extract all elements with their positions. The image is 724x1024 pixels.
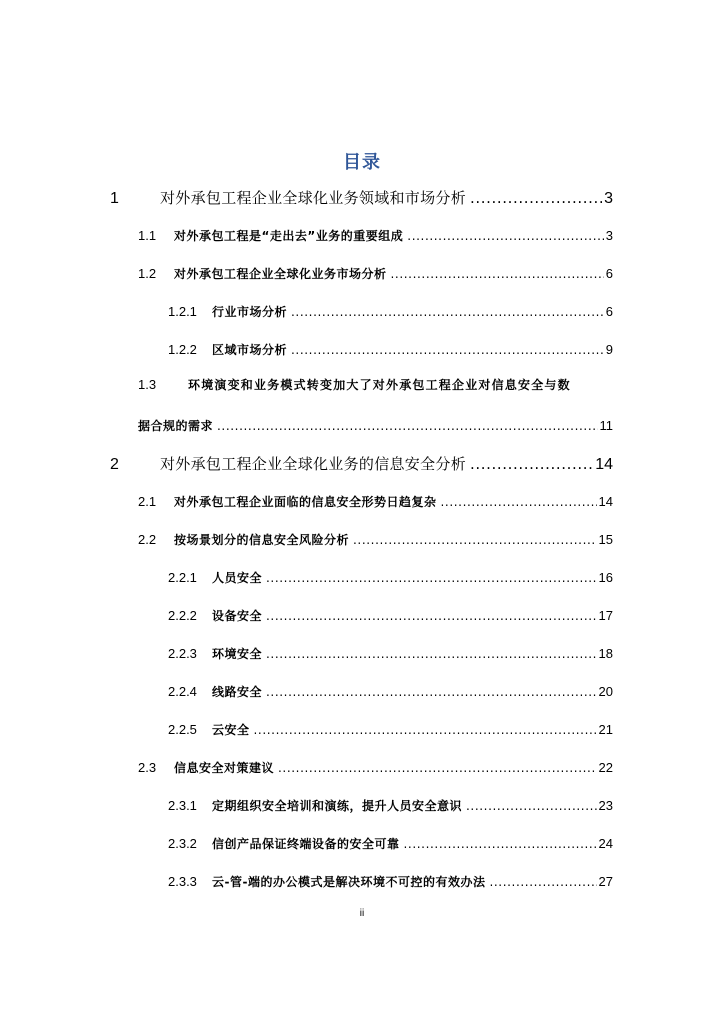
- toc-leader-dots: [489, 872, 596, 892]
- toc-entry-page: 23: [598, 798, 613, 813]
- toc-entry-2-3-3[interactable]: [168, 872, 613, 892]
- toc-entry-number: 2.2.5: [168, 722, 197, 737]
- toc-entry-number: 1: [110, 190, 119, 207]
- toc-entry-page: 20: [598, 684, 613, 699]
- toc-entry-text: 信息安全对策建议: [174, 761, 275, 775]
- toc-leader-dots: [353, 530, 597, 550]
- toc-leader-dots: [404, 834, 597, 854]
- toc-entry-1-2-1[interactable]: [168, 302, 613, 322]
- toc-entry-text: 人员安全: [212, 571, 263, 585]
- toc-leader-dots: [254, 720, 597, 740]
- toc-entry-text: 设备安全: [212, 609, 263, 623]
- toc-entry-number: 2.2.4: [168, 684, 197, 699]
- toc-leader-dots: [470, 454, 593, 474]
- toc-entry-2[interactable]: [110, 454, 613, 475]
- toc-entry-text: 对外承包工程企业面临的信息安全形势日趋复杂: [174, 495, 437, 509]
- toc-entry-page: 14: [598, 494, 613, 509]
- toc-entry-number: 2.2.2: [168, 608, 197, 623]
- toc-entry-number: 2.1: [138, 494, 157, 509]
- toc-entry-page: 22: [598, 760, 613, 775]
- toc-entry-2-2-3[interactable]: [168, 644, 613, 664]
- toc-entry-number: 2: [110, 456, 119, 473]
- toc-leader-dots: [266, 606, 597, 626]
- toc-entry-1-2[interactable]: [138, 264, 613, 284]
- toc-leader-dots: [407, 226, 603, 246]
- toc-entry-text: 对外承包工程企业全球化业务市场分析: [174, 267, 387, 281]
- toc-entry-text: 线路安全: [212, 685, 263, 699]
- toc-entry-1-3-line1[interactable]: [138, 375, 613, 395]
- toc-entry-number: 1.2.1: [168, 304, 197, 319]
- toc-leader-dots: [278, 758, 597, 778]
- page-number: ii: [359, 908, 365, 919]
- toc-entry-2-2-2[interactable]: [168, 606, 613, 626]
- toc-entry-2-2-5[interactable]: [168, 720, 613, 740]
- toc-entry-2-2[interactable]: [138, 530, 613, 550]
- toc-title: 目录: [343, 152, 381, 173]
- toc-entry-number: 2.3.1: [168, 798, 197, 813]
- toc-entry-1[interactable]: [110, 188, 613, 209]
- toc-entry-number: 1.2.2: [168, 342, 197, 357]
- toc-entry-text: 云-管-端的办公模式是解决环境不可控的有效办法: [212, 875, 486, 889]
- toc-entry-2-3-2[interactable]: [168, 834, 613, 854]
- toc-leader-dots: [217, 416, 597, 436]
- toc-leader-dots: [466, 796, 597, 816]
- toc-entry-page: 17: [598, 608, 613, 623]
- toc-entry-page: 18: [598, 646, 613, 661]
- toc-entry-page: 6: [605, 304, 613, 319]
- toc-entry-number: 1.1: [138, 228, 157, 243]
- toc-entry-text: 云安全: [212, 723, 250, 737]
- toc-entry-number: 2.2: [138, 532, 157, 547]
- toc-entry-2-3-1[interactable]: [168, 796, 613, 816]
- toc-entry-1-2-2[interactable]: [168, 340, 613, 360]
- toc-entry-text: 信创产品保证终端设备的安全可靠: [212, 837, 400, 851]
- toc-entry-page: 9: [605, 342, 613, 357]
- toc-entry-page: 21: [598, 722, 613, 737]
- toc-entry-text: 环境演变和业务模式转变加大了对外承包工程企业对信息安全与数: [188, 378, 571, 392]
- toc-entry-page: 11: [599, 418, 613, 433]
- toc-entry-number: 2.3.2: [168, 836, 197, 851]
- toc-entry-page: 3: [604, 190, 613, 207]
- toc-leader-dots: [266, 644, 597, 664]
- toc-entry-number: 2.3.3: [168, 874, 197, 889]
- toc-leader-dots: [441, 492, 597, 512]
- toc-leader-dots: [291, 340, 604, 360]
- toc-entry-2-3[interactable]: [138, 758, 613, 778]
- toc-entry-number: 1.3: [138, 377, 157, 392]
- toc-entry-page: 3: [605, 228, 613, 243]
- toc-entry-1-1[interactable]: [138, 226, 613, 246]
- toc-entry-page: 15: [598, 532, 613, 547]
- toc-entry-number: 1.2: [138, 266, 157, 281]
- toc-entry-text: 按场景划分的信息安全风险分析: [174, 533, 350, 547]
- toc-entry-number: 2.3: [138, 760, 157, 775]
- toc-entry-text: 区域市场分析: [212, 343, 288, 357]
- toc-entry-page: 24: [598, 836, 613, 851]
- toc-leader-dots: [291, 302, 604, 322]
- toc-entry-number: 2.2.1: [168, 570, 197, 585]
- toc-entry-2-1[interactable]: [138, 492, 613, 512]
- toc-entry-page: 14: [595, 456, 613, 473]
- toc-entry-number: 2.2.3: [168, 646, 197, 661]
- toc-entry-text: 行业市场分析: [212, 305, 288, 319]
- toc-entry-1-3-line2[interactable]: [138, 416, 613, 436]
- toc-entry-page: 6: [605, 266, 613, 281]
- toc-entry-page: 16: [598, 570, 613, 585]
- toc-leader-dots: [470, 188, 602, 208]
- toc-entry-text: 对外承包工程企业全球化业务的信息安全分析: [160, 455, 467, 473]
- toc-entry-text: 定期组织安全培训和演练，提升人员安全意识: [212, 799, 463, 813]
- toc-entry-2-2-4[interactable]: [168, 682, 613, 702]
- toc-entry-text: 对外承包工程企业全球化业务领域和市场分析: [160, 189, 467, 207]
- toc-leader-dots: [266, 682, 597, 702]
- toc-entry-2-2-1[interactable]: [168, 568, 613, 588]
- toc-entry-page: 27: [598, 874, 613, 889]
- toc-leader-dots: [391, 264, 604, 284]
- toc-entry-text: 据合规的需求: [138, 419, 214, 433]
- toc-leader-dots: [266, 568, 597, 588]
- toc-entry-text: 环境安全: [212, 647, 263, 661]
- toc-entry-text: 对外承包工程是“走出去”业务的重要组成: [174, 229, 404, 243]
